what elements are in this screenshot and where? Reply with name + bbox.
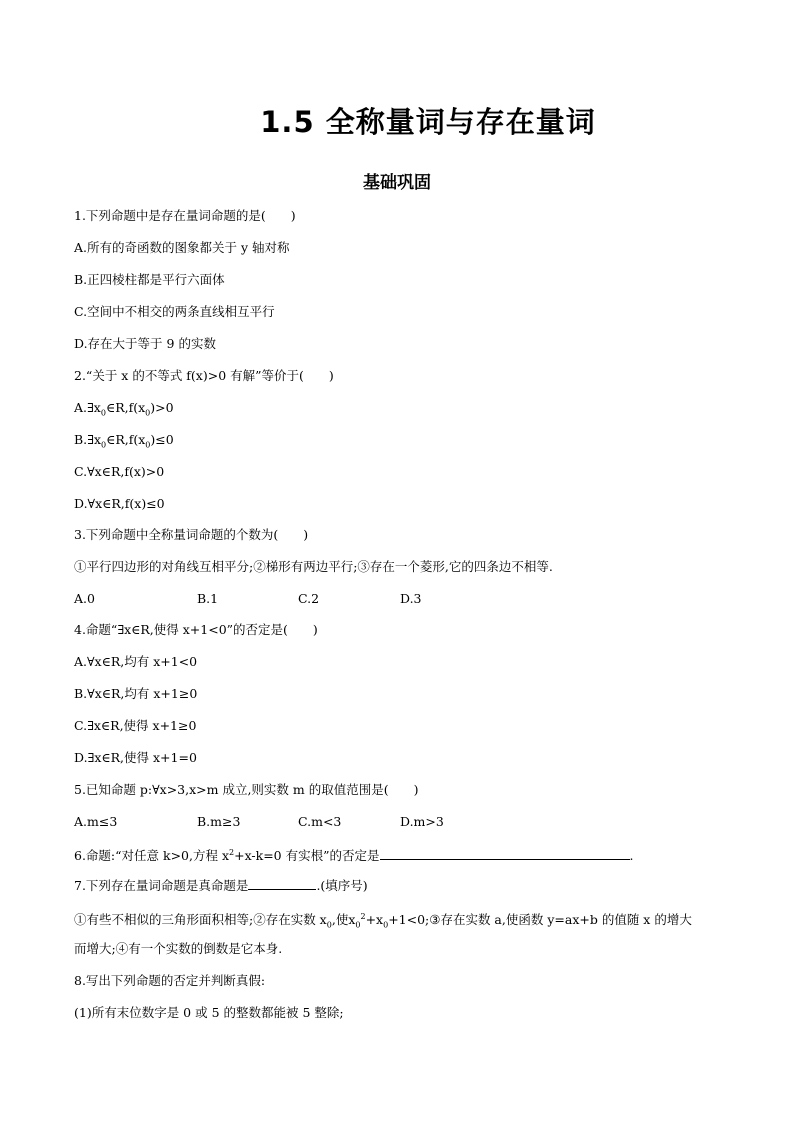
- question-1-option-d: D.存在大于等于 9 的实数: [74, 336, 216, 351]
- question-3-statements: ①平行四边形的对角线互相平分;②梯形有两边平行;③存在一个菱形,它的四条边不相等.: [74, 559, 553, 574]
- question-4-option-a: A.∀x∈R,均有 x+1<0: [74, 654, 198, 669]
- question-4-option-b: B.∀x∈R,均有 x+1≥0: [74, 686, 198, 701]
- question-7-statements-line-1: ①有些不相似的三角形面积相等;②存在实数 $x_0$,使$x_0^2+x_0+1<0;③$存在实数 a,使函数 y=ax+b 的值随 x 的增大: [74, 912, 692, 930]
- question-5-option-d: D.m>3: [400, 814, 444, 829]
- question-2-option-d: D.∀x∈R,f(x)≤0: [74, 496, 165, 511]
- page-title: 1.5 全称量词与存在量词: [260, 105, 596, 139]
- question-5-stem: 5.已知命题 p:∀x>3,x>m 成立,则实数 m 的取值范围是( ): [74, 782, 419, 797]
- question-3-option-b: B.1: [197, 591, 219, 606]
- question-1-stem: 1.下列命题中是存在量词命题的是( ): [74, 208, 296, 223]
- question-1-option-a: A.所有的奇函数的图象都关于 y 轴对称: [74, 240, 290, 255]
- question-7-stem: 7.下列存在量词命题是真命题是 .(填序号): [74, 878, 368, 893]
- answer-blank[interactable]: [380, 847, 630, 860]
- question-2-stem: 2.“关于 x 的不等式 f(x)>0 有解”等价于( ): [74, 368, 334, 383]
- question-3-option-c: C.2: [298, 591, 320, 606]
- question-4-option-c: C.∃x∈R,使得 x+1≥0: [74, 718, 197, 733]
- question-1-option-c: C.空间中不相交的两条直线相互平行: [74, 304, 275, 319]
- question-3-option-a: A.0: [74, 591, 95, 606]
- question-2-option-a: $A.\exists x_0\in R,f(x_0)>0$: [74, 400, 174, 418]
- question-8-part-1: (1)所有末位数字是 0 或 5 的整数都能被 5 整除;: [74, 1005, 344, 1020]
- question-2-option-c: C.∀x∈R,f(x)>0: [74, 464, 165, 479]
- question-5-option-b: B.m≥3: [197, 814, 241, 829]
- question-3-stem: 3.下列命题中全称量词命题的个数为( ): [74, 527, 309, 542]
- question-1-option-b: B.正四棱柱都是平行六面体: [74, 272, 225, 287]
- question-7-statements-line-2: 而增大;④有一个实数的倒数是它本身.: [74, 941, 283, 956]
- question-2-option-b: $B.\exists x_0\in R,f(x_0)\le 0$: [74, 432, 174, 450]
- question-3-option-d: D.3: [400, 591, 422, 606]
- section-heading: 基础巩固: [363, 173, 431, 193]
- question-8-stem: 8.写出下列命题的否定并判断真假:: [74, 973, 266, 988]
- question-6: 6.命题:“对任意 k>0,方程 $x^2+x-k=0$ 有实根”的否定是 .: [74, 848, 634, 864]
- answer-blank[interactable]: [248, 877, 316, 890]
- question-4-stem: 4.命题“∃x∈R,使得 x+1<0”的否定是( ): [74, 622, 318, 637]
- question-5-option-c: C.m<3: [298, 814, 342, 829]
- question-4-option-d: D.∃x∈R,使得 x+1=0: [74, 750, 197, 765]
- question-5-option-a: A.m≤3: [74, 814, 118, 829]
